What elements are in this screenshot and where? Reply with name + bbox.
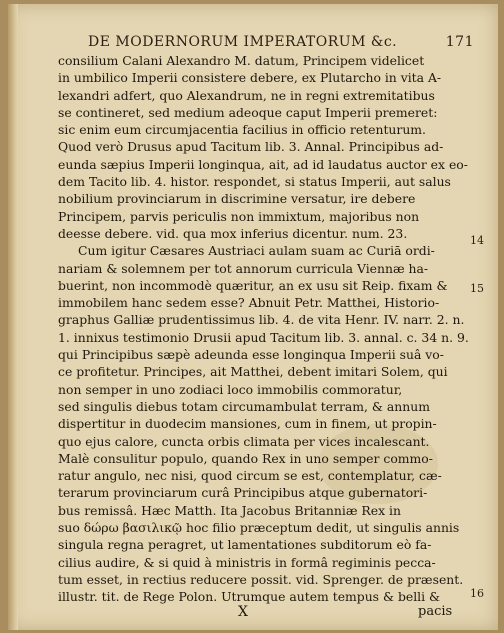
text-line: terarum provinciarum curâ Principibus atque gubernatori- — [58, 485, 428, 501]
text-line: singula regna peragret, ut lamentationes subditorum eò fa- — [58, 537, 432, 553]
text-line: buerint, non incommodè quæritur, an ex usu sit Reip. fixam & — [58, 277, 448, 293]
header-title: DE MODERNORUM IMPERATORUM &c. — [88, 34, 398, 50]
text-line: dispertitur in duodecim mansiones, cum in finem, ut propin- — [58, 416, 437, 432]
text-line: dem Tacito lib. 4. histor. respondet, si status Imperii, aut salus — [58, 174, 451, 190]
text-line: nobilium provinciarum in discrimine versatur, ire debere — [58, 191, 416, 207]
text-line: 1. innixus testimonio Drusii apud Tacitum lib. 3. annal. c. 34 n. 9. — [58, 329, 469, 345]
text-line: sed singulis diebus totam circumambulat terram, & annum — [58, 398, 430, 414]
text-line: ratur angulo, nec nisi, quod circum se est, contemplatur, cæ- — [58, 468, 442, 484]
text-line: ce profitetur. Principes, ait Matthei, debent imitari Solem, qui — [58, 364, 448, 380]
text-line: suo δώρω βασιλικῷ hoc filio præceptum dedit, ut singulis annis — [58, 520, 460, 536]
text-line: cilius audire, & si quid à ministris in formâ regiminis pecca- — [58, 554, 436, 570]
text-line: nariam & solemnem per tot annorum curricula Viennæ ha- — [58, 260, 429, 276]
page-gutter — [8, 4, 18, 630]
text-line: Principem, parvis periculis non immixtum, majoribus non — [58, 208, 420, 224]
page-footer — [8, 604, 498, 624]
text-line: eunda sæpius Imperii longinqua, ait, ad id laudatus auctor ex eo- — [58, 156, 468, 172]
text-line: lexandri adfert, quo Alexandrum, ne in regni extremitatibus — [58, 87, 435, 103]
text-line: deesse debere. vid. qua mox inferius dicentur. num. 23. — [58, 225, 408, 241]
text-line: quo ejus calore, cuncta orbis climata per vices incalescant. — [58, 433, 430, 449]
text-line: in umbilico Imperii consistere debere, ex Plutarcho in vita A- — [58, 70, 442, 86]
text-body — [58, 52, 468, 606]
text-line: bus remissâ. Hæc Matth. Ita Jacobus Britanniæ Rex in — [58, 502, 401, 518]
text-line: consilium Calani Alexandro M. datum, Principem videlicet — [58, 53, 425, 68]
page-number: 171 — [445, 34, 474, 50]
text-line: illustr. tit. de Rege Polon. Utrumque autem tempus & belli & — [58, 589, 441, 605]
paragraph-start-line: Cum igitur Cæsares Austriaci aulam suam ac Curiā ordi- — [78, 243, 435, 259]
margin-number: 16 — [470, 587, 484, 600]
text-line: non semper in uno zodiaci loco immobilis commoratur, — [58, 381, 403, 397]
catchword: pacis — [418, 604, 453, 619]
text-line: se contineret, sed medium adeoque caput Imperii premeret: — [58, 104, 438, 120]
text-line: Malè consulitur populo, quando Rex in uno semper commo- — [58, 450, 433, 466]
text-line: qui Principibus sæpè adeunda esse longinqua Imperii suâ vo- — [58, 347, 444, 363]
text-line: Quod verò Drusus apud Tacitum lib. 3. Annal. Principibus ad- — [58, 139, 444, 155]
text-line: graphus Galliæ prudentissimus lib. 4. de vita Henr. IV. narr. 2. n. — [58, 312, 465, 328]
signature-mark: X — [238, 604, 248, 620]
margin-number: 14 — [470, 234, 484, 247]
margin-number: 15 — [470, 282, 484, 295]
text-line: sic enim eum circumjacentia facilius in officio retenturum. — [58, 122, 426, 138]
book-page — [8, 4, 498, 630]
text-line: immobilem hanc sedem esse? Abnuit Petr. Matthei, Historio- — [58, 295, 440, 311]
running-header — [88, 34, 474, 54]
text-line: tum esset, in rectius reducere possit. vid. Sprenger. de præsent. — [58, 571, 464, 587]
